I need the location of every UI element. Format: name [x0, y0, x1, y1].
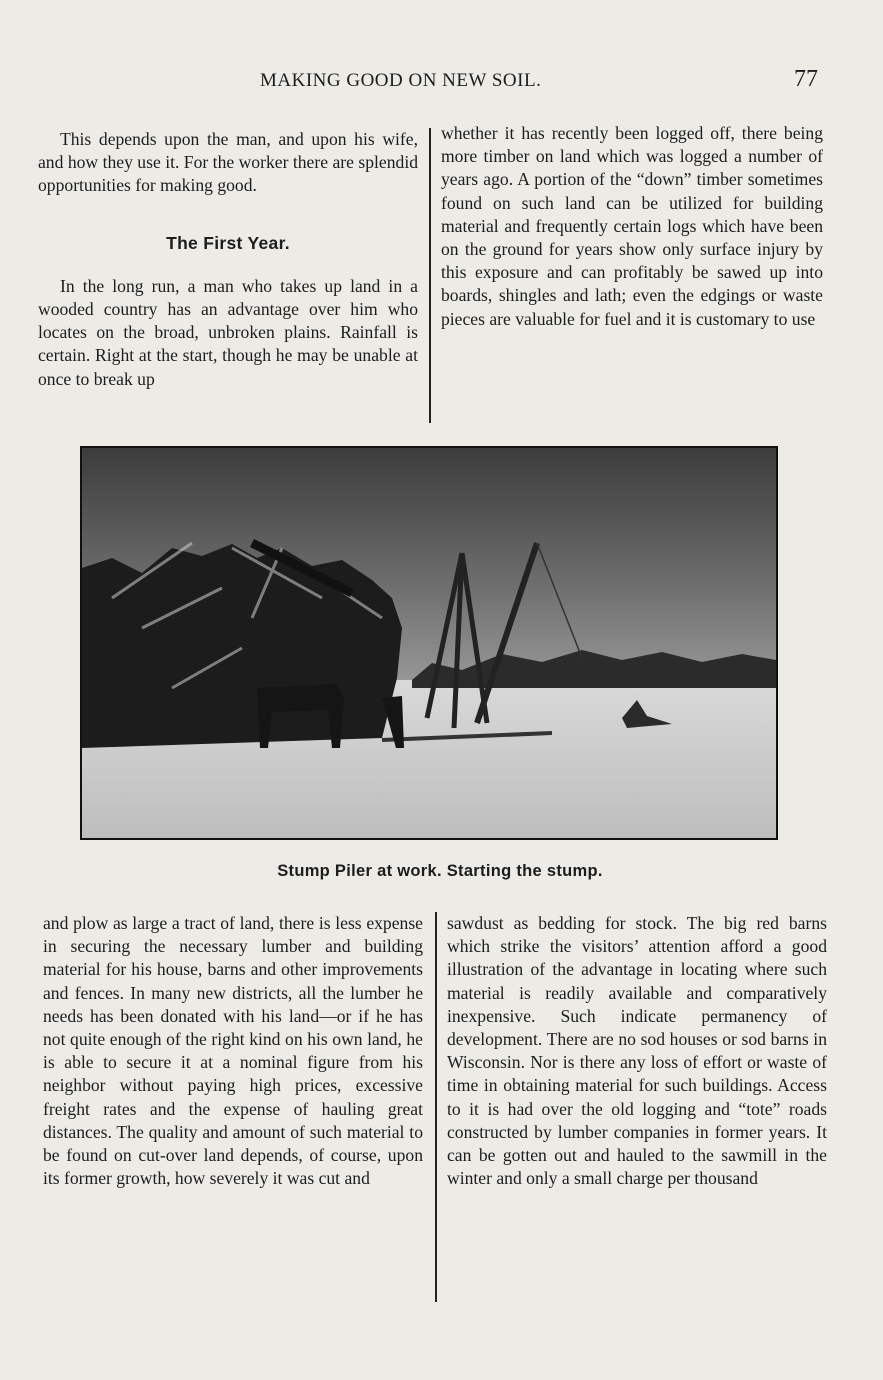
photo-illustration: [82, 448, 776, 838]
page-number: 77: [794, 66, 818, 92]
top-left-column: [38, 128, 418, 391]
section-heading: The First Year.: [166, 232, 290, 253]
running-head: MAKING GOOD ON NEW SOIL.: [260, 70, 542, 91]
figure-caption: Stump Piler at work. Starting the stump.: [277, 862, 603, 880]
timber-paragraph: whether it has recently been logged off, there being more timber on land which was logged a number of years ago. A portion of the “down” timber sometimes found on such land can be utilized for building material and frequently certain logs which have been on the ground for years show only surface injury by this exposure and can profitably be sawed up into boards, shingles and lath; even the edgings or waste pieces are valuable for fuel and it is customary to use: [441, 123, 823, 329]
column-divider-bottom: [435, 912, 437, 1302]
bottom-left-column: [43, 912, 423, 1190]
column-divider-top: [429, 128, 431, 423]
intro-paragraph: This depends upon the man, and upon his wife, and how they use it. For the worker there are splendid opportunities for making good.: [38, 129, 418, 196]
bottom-right-column: [447, 912, 827, 1190]
top-right-column: [441, 122, 823, 331]
first-year-paragraph: In the long run, a man who takes up land in a wooded country has an advantage over him who locates on the broad, unbroken plains. Rainfall is certain. Right at the start, though he may be unable at once to break up: [38, 275, 418, 389]
page-header: [40, 66, 822, 96]
lumber-paragraph: and plow as large a tract of land, there is less expense in securing the necessary lumber and building material for his house, barns and other improvements and fences. In many new districts, all the lumber he needs has been donated with his land—or if he has not quite enough of the right kind on his own land, he is able to secure it at a nominal figure from his neighbor without paying high prices, excessive freight rates and the expense of hauling great distances. The quality and amount of such material to be found on cut-over land depends, of course, upon its former growth, how severely it was cut and: [43, 913, 423, 1189]
stump-piler-photo: [80, 446, 778, 840]
barns-paragraph: sawdust as bedding for stock. The big red barns which strike the visitors’ attention afford a good illustration of the advantage in locating where such material is readily available and comparatively inexpensive. Such indicate permanency of development. There are no sod houses or sod barns in Wisconsin. Nor is there any loss of effort or waste of time in obtaining material for such buildings. Access to it is had over the old logging and “tote” roads constructed by lumber companies in former years. It can be gotten out and hauled to the sawmill in the winter and only a small charge per thousand: [447, 913, 827, 1189]
